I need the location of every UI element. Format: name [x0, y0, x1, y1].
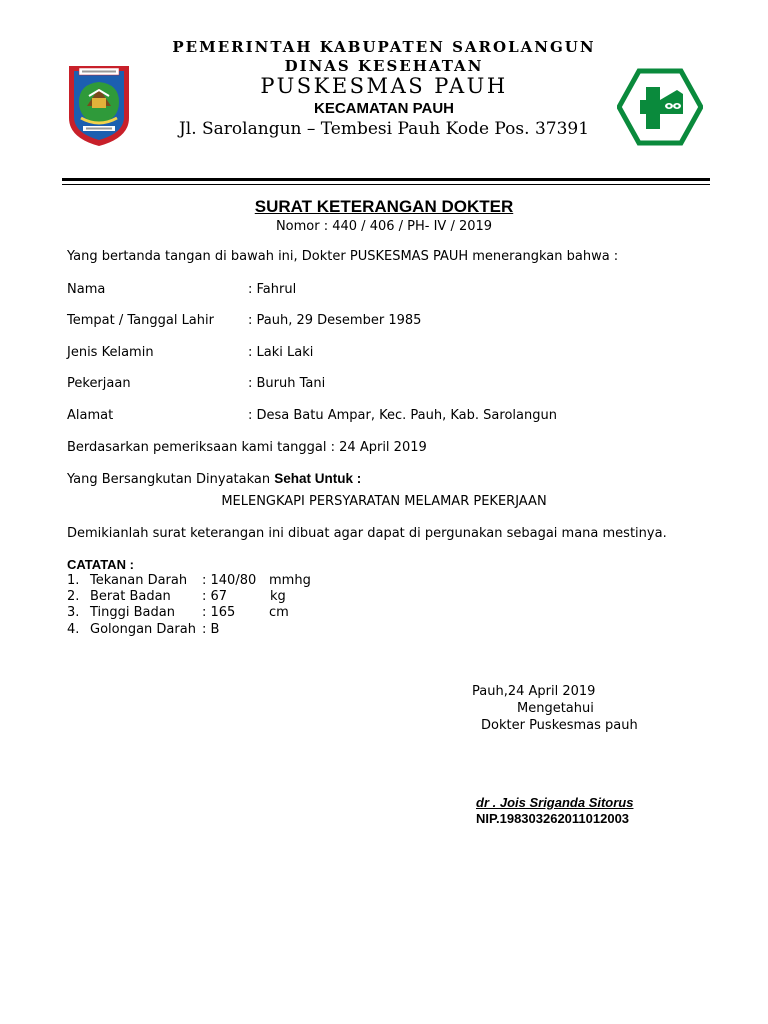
field-label-occupation: Pekerjaan: [67, 376, 131, 391]
header-district: KECAMATAN PAUH: [314, 100, 454, 117]
header-government: PEMERINTAH KABUPATEN SAROLANGUN: [172, 38, 596, 56]
field-value-occupation: : Buruh Tani: [248, 376, 326, 391]
header-divider-thick: [62, 178, 710, 181]
note-value: : 67: [202, 589, 228, 604]
note-value: : 140/80: [202, 573, 257, 588]
signature-acknowledged: Mengetahui: [517, 701, 594, 716]
field-label-address: Alamat: [67, 408, 114, 423]
note-label: Berat Badan: [90, 589, 171, 604]
header-divider-thin: [62, 184, 710, 185]
note-unit: kg: [270, 589, 286, 604]
note-number: 2.: [67, 589, 80, 604]
note-unit: cm: [269, 605, 289, 620]
intro-text: Yang bertanda tangan di bawah ini, Dokter PUSKESMAS PAUH menerangkan bahwa :: [67, 249, 619, 264]
closing-text: Demikianlah surat keterangan ini dibuat agar dapat di pergunakan sebagai mana mestinya.: [67, 526, 667, 541]
field-value-gender: : Laki Laki: [248, 345, 314, 360]
field-label-birth: Tempat / Tanggal Lahir: [67, 313, 214, 328]
signature-place-date: Pauh,24 April 2019: [472, 684, 596, 699]
declaration-bold: Sehat Untuk :: [274, 471, 362, 486]
note-number: 1.: [67, 573, 80, 588]
notes-title: CATATAN :: [67, 557, 134, 572]
header-department: DINAS KESEHATAN: [284, 57, 484, 75]
field-value-birth: : Pauh, 29 Desember 1985: [248, 313, 422, 328]
signature-nip: NIP.198303262011012003: [476, 811, 630, 826]
field-label-name: Nama: [67, 282, 106, 297]
purpose-text: MELENGKAPI PERSYARATAN MELAMAR PEKERJAAN: [221, 494, 547, 509]
note-value: : 165: [202, 605, 236, 620]
note-unit: mmhg: [269, 573, 311, 588]
field-label-gender: Jenis Kelamin: [67, 345, 154, 360]
declaration-text: [67, 471, 361, 488]
document-number: Nomor : 440 / 406 / PH- IV / 2019: [275, 219, 493, 234]
note-label: Tinggi Badan: [90, 605, 175, 620]
note-label: Golongan Darah: [90, 622, 196, 637]
note-value: : B: [202, 622, 220, 637]
document-title: SURAT KETERANGAN DOKTER: [254, 197, 514, 216]
field-value-name: : Fahrul: [248, 282, 297, 297]
note-number: 4.: [67, 622, 80, 637]
declaration-prefix: Yang Bersangkutan Dinyatakan: [67, 472, 271, 487]
field-value-address: : Desa Batu Ampar, Kec. Pauh, Kab. Sarolangun: [248, 408, 557, 423]
signature-name: dr . Jois Sriganda Sitorus: [476, 795, 634, 810]
header-address: Jl. Sarolangun – Tembesi Pauh Kode Pos. 37391: [178, 119, 590, 139]
header-institution: PUSKESMAS PAUH: [260, 74, 508, 98]
exam-date-text: Berdasarkan pemeriksaan kami tanggal : 24 April 2019: [67, 440, 427, 455]
signature-role: Dokter Puskesmas pauh: [481, 718, 638, 733]
note-label: Tekanan Darah: [90, 573, 188, 588]
note-number: 3.: [67, 605, 80, 620]
